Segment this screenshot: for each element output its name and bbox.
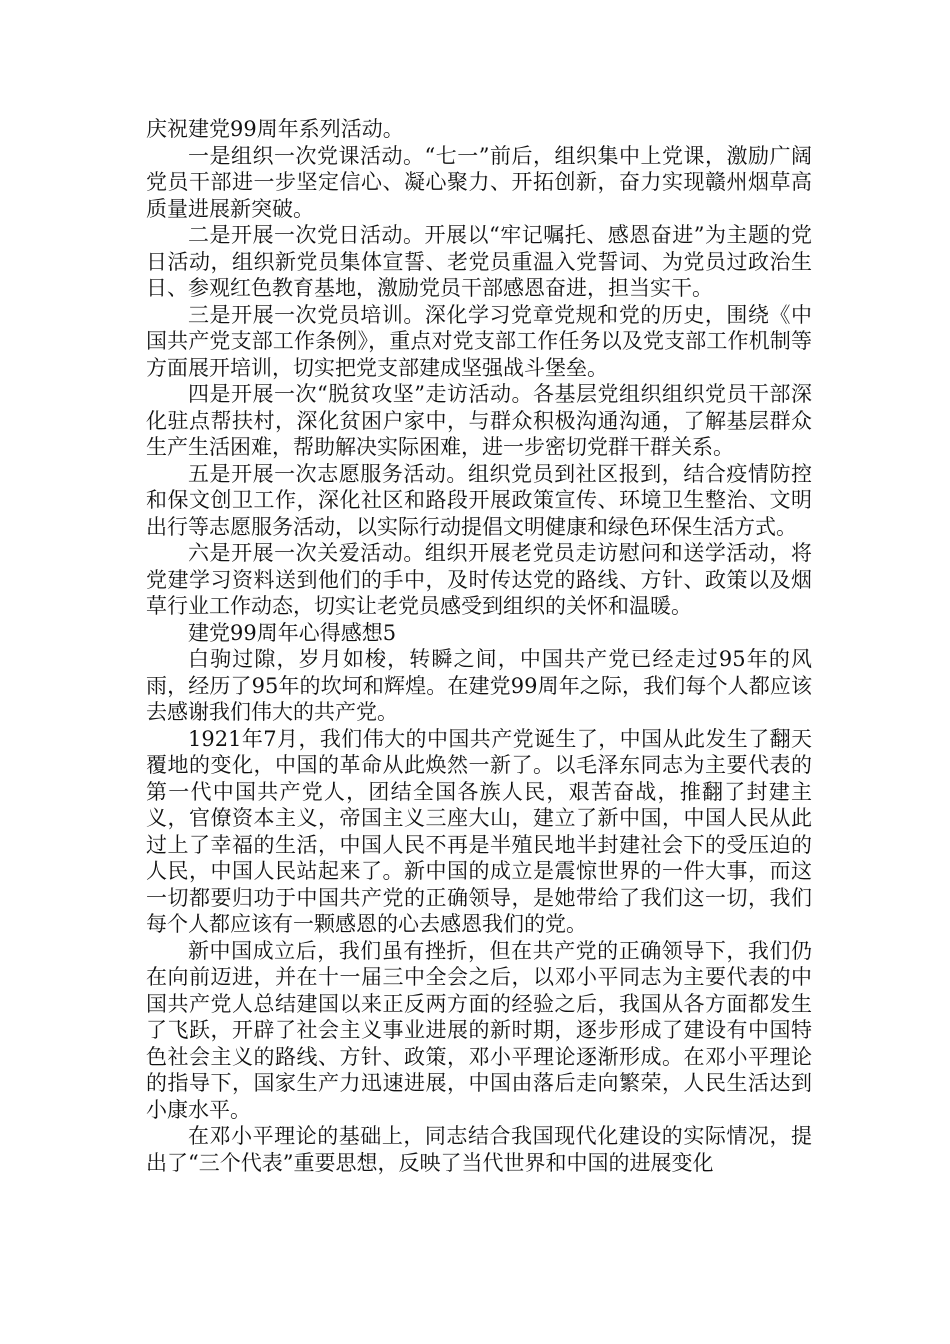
- paragraph-7: 六是开展一次关爱活动。组织开展老党员走访慰问和送学活动，将党建学习资料送到他们的手中，及时传达党的路线、方针、政策以及烟草行业工作动态，切实让老党员感受到组织的关怀和温暖。: [146, 541, 812, 618]
- paragraph-6: 五是开展一次志愿服务活动。组织党员到社区报到，结合疫情防控和保文创卫工作，深化社区和路段开展政策宣传、环境卫生整治、文明出行等志愿服务活动，以实际行动提倡文明健康和绿色环保生活方式。: [146, 461, 812, 539]
- document-page: [146, 116, 812, 1176]
- paragraph-9: 白驹过隙，岁月如梭，转瞬之间，中国共产党已经走过95年的风雨，经历了95年的坎坷和辉煌。在建党99周年之际，我们每个人都应该去感谢我们伟大的共产党。: [146, 647, 812, 724]
- paragraph-11: 新中国成立后，我们虽有挫折，但在共产党的正确领导下，我们仍在向前迈进，并在十一届三中全会之后，以邓小平同志为主要代表的中国共产党人总结建国以来正反两方面的经验之后，我国从各方面都发生了飞跃，开辟了社会主义事业进展的新时期，逐步形成了建设有中国特色社会主义的路线、方针、政策，邓小平理论逐渐形成。在邓小平理论的指导下，国家生产力迅速进展，中国由落后走向繁荣，人民生活达到小康水平。: [146, 938, 812, 1122]
- paragraph-1: 庆祝建党99周年系列活动。: [146, 117, 404, 141]
- paragraph-2: 一是组织一次党课活动。“七一”前后，组织集中上党课，激励广阔党员干部进一步坚定信心、凝心聚力、开拓创新，奋力实现赣州烟草高质量进展新突破。: [146, 143, 812, 221]
- paragraph-3: 二是开展一次党日活动。开展以“牢记嘱托、感恩奋进”为主题的党日活动，组织新党员集体宣誓、老党员重温入党誓词、为党员过政治生日、参观红色教育基地，激励党员干部感恩奋进，担当实干。: [146, 223, 812, 300]
- paragraph-4: 三是开展一次党员培训。深化学习党章党规和党的历史，围绕《中国共产党支部工作条例》，重点对党支部工作任务以及党支部工作机制等方面展开培训，切实把党支部建成坚强战斗堡垒。: [146, 302, 812, 380]
- paragraph-10: 1921年7月，我们伟大的中国共产党诞生了，中国从此发生了翻天覆地的变化，中国的革命从此焕然一新了。以毛泽东同志为主要代表的第一代中国共产党人，团结全国各族人民，艰苦奋战，推翻了封建主义，官僚资本主义，帝国主义三座大山，建立了新中国，中国人民从此过上了幸福的生活，中国人民不再是半殖民地半封建社会下的受压迫的人民，中国人民站起来了。新中国的成立是震惊世界的一件大事，而这一切都要归功于中国共产党的正确领导，是她带给了我们这一切，我们每个人都应该有一颗感恩的心去感恩我们的党。: [146, 726, 812, 936]
- paragraph-12: 在邓小平理论的基础上，同志结合我国现代化建设的实际情况，提出了“三个代表”重要思想，反映了当代世界和中国的进展变化: [146, 1124, 812, 1175]
- paragraph-5: 四是开展一次“脱贫攻坚”走访活动。各基层党组织组织党员干部深化驻点帮扶村，深化贫困户家中，与群众积极沟通沟通，了解基层群众生产生活困难，帮助解决实际困难，进一步密切党群干群关系。: [146, 382, 812, 459]
- section-heading: 建党99周年心得感想5: [188, 620, 397, 645]
